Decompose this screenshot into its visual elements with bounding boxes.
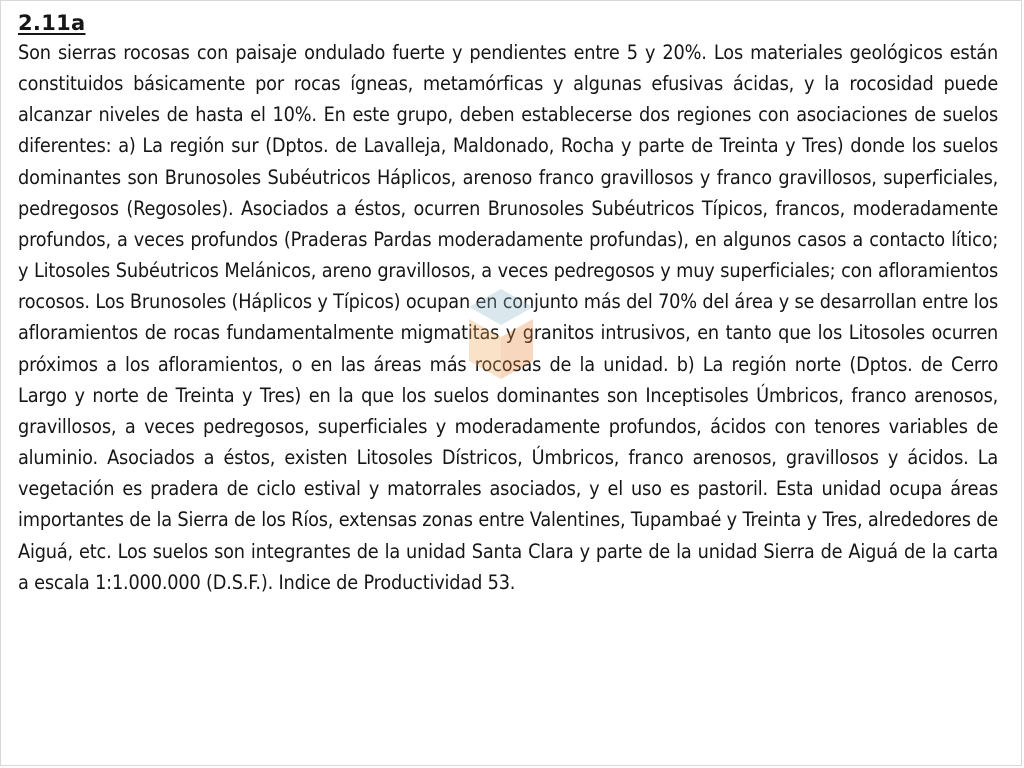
document-content [18,9,998,598]
section-heading: 2.11a [18,11,86,35]
section-paragraph: Son sierras rocosas con paisaje ondulado fuerte y pendientes entre 5 y 20%. Los materiales geológicos están constituidos básicamente por rocas ígneas, metamórficas y algunas efusivas ácidas, y la rocosidad puede alcanzar niveles de hasta el 10%. En este grupo, deben establecerse dos regiones con asociaciones de suelos diferentes: a) La región sur (Dptos. de Lavalleja, Maldonado, Rocha y parte de Treinta y Tres) donde los suelos dominantes son Brunosoles Subéutricos Háplicos, arenoso franco gravillosos y franco gravillosos, superficiales, pedregosos (Regosoles). Asociados a éstos, ocurren Brunosoles Subéutricos Típicos, francos, moderadamente profundos, a veces profundos (Praderas Pardas moderadamente profundas), en algunos casos a contacto lítico; y Litosoles Subéutricos Melánicos, areno gravillosos, a veces pedregosos y muy superficiales; con afloramientos rocosos. Los Brunosoles (Háplicos y Típicos) ocupan en conjunto más del 70% del área y se desarrollan entre los afloramientos de rocas fundamentalmente migmatitas y granitos intrusivos, en tanto que los Litosoles ocurren próximos a los afloramientos, o en las áreas más rocosas de la unidad. b) La región norte (Dptos. de Cerro Largo y norte de Treinta y Tres) en la que los suelos dominantes son Inceptisoles Úmbricos, franco arenosos, gravillosos, a veces pedregosos, superficiales y moderadamente profundos, ácidos con tenores variables de aluminio. Asociados a éstos, existen Litosoles Dístricos, Úmbricos, franco arenosos, gravillosos y ácidos. La vegetación es pradera de ciclo estival y matorrales asociados, y el uso es pastoril. Esta unidad ocupa áreas importantes de la Sierra de los Ríos, extensas zonas entre Valentines, Tupambaé y Treinta y Tres, alrededores de Aiguá, etc. Los suelos son integrantes de la unidad Santa Clara y parte de la unidad Sierra de Aiguá de la carta a escala 1:1.000.000 (D.S.F.). Indice de Productividad 53. [18,41,999,594]
